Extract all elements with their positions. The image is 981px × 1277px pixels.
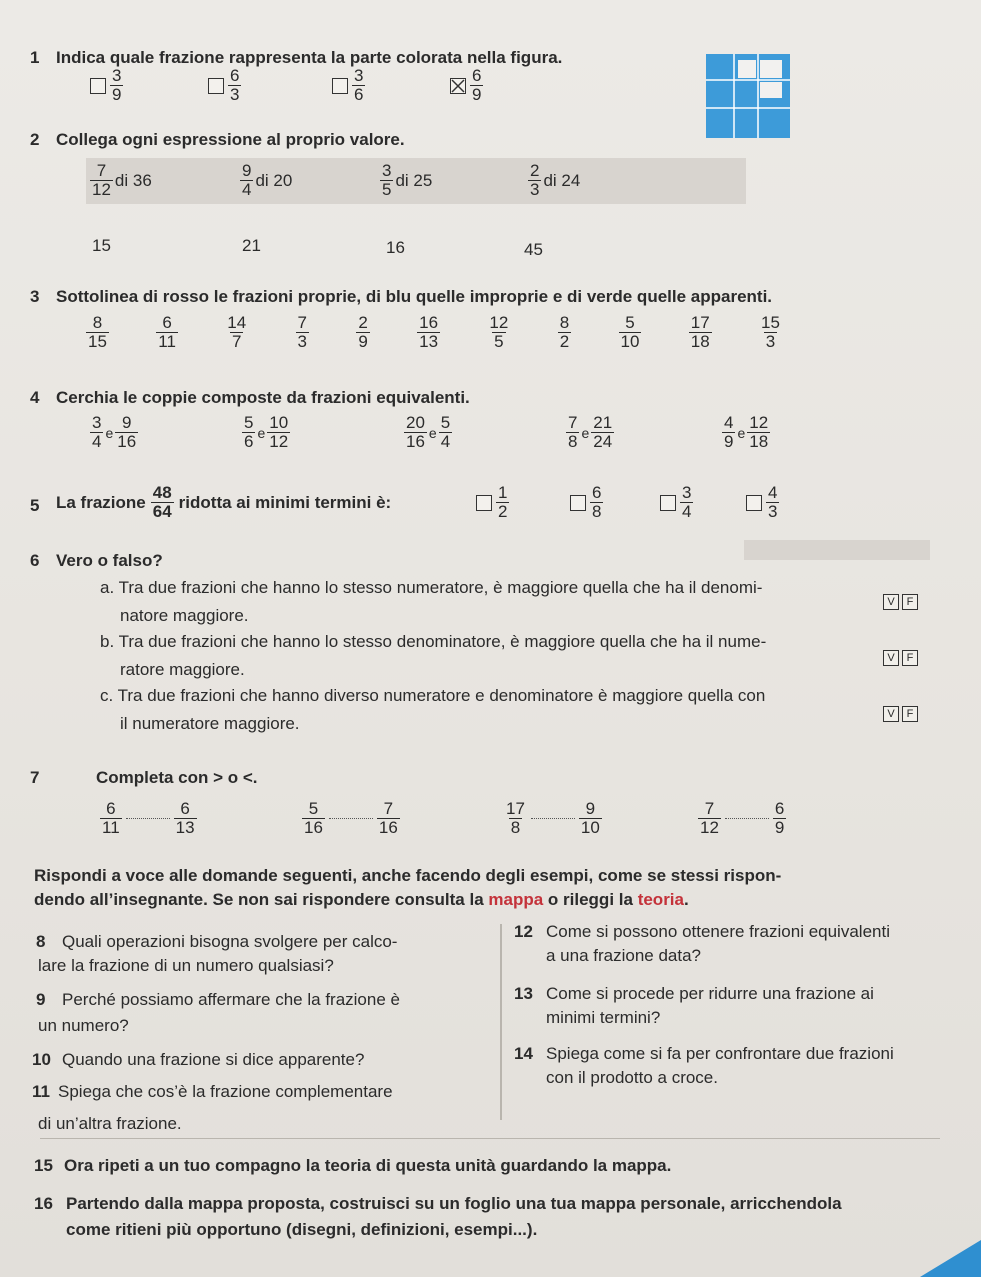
ex5-option-2[interactable]: $\frac{6}{8}$	[570, 484, 603, 521]
checked-checkbox[interactable]	[450, 78, 466, 94]
ex6-item-b-line1: b. Tra due frazioni che hanno lo stesso denominatore, è maggiore quella che ha il nume-	[100, 632, 767, 651]
ex6-item-c-line1: c. Tra due frazioni che hanno diverso numeratore e denominatore è maggiore quella con	[100, 686, 766, 705]
checkbox[interactable]	[746, 495, 762, 511]
ex4-question: Cerchia le coppie composte da frazioni equivalenti.	[56, 388, 470, 407]
answer-blank[interactable]	[531, 818, 575, 819]
ex5-option-1[interactable]: $\frac{1}{2}$	[476, 484, 509, 521]
fraction: $\frac{3}{6}$	[354, 66, 364, 104]
ex2-value-4[interactable]: 45	[524, 240, 543, 259]
ex3-fraction[interactable]: $\frac{2}{9}$	[358, 313, 368, 351]
column-divider	[500, 924, 502, 1120]
answer-blank[interactable]	[329, 818, 373, 819]
true-box[interactable]: V	[883, 706, 899, 722]
q14-line2: con il prodotto a croce.	[546, 1068, 718, 1087]
q9-line2: un numero?	[38, 1016, 129, 1035]
q8-number: 8	[36, 932, 46, 951]
ex1-number: 1	[30, 48, 40, 67]
q9-number: 9	[36, 990, 46, 1009]
q12-line2: a una frazione data?	[546, 946, 702, 965]
fraction: $\frac{6}{3}$	[230, 66, 240, 104]
ex7-pair-4: $\frac{7}{12}$ $\frac{6}{9}$	[700, 799, 785, 837]
ex1-option-2[interactable]	[208, 67, 241, 104]
ex4-pair-5[interactable]: $\frac{4}{9}$ e $\frac{12}{18}$	[724, 413, 769, 451]
ex7-pair-2: $\frac{5}{16}$ $\frac{7}{16}$	[304, 799, 398, 837]
fraction: $\frac{3}{9}$	[112, 66, 122, 104]
ex6-item-b-line2: ratore maggiore.	[120, 660, 245, 679]
ex2-expression-3[interactable]: $\frac{3}{5}$ di 25	[382, 161, 433, 199]
q9-line1: Perché possiamo affermare che la frazione è	[62, 990, 400, 1009]
ex3-fraction-row	[86, 314, 782, 351]
ex16-number: 16	[34, 1194, 53, 1213]
corner-accent	[890, 1232, 981, 1277]
ex4-pair-3[interactable]: $\frac{20}{16}$ e $\frac{5}{4}$	[406, 413, 451, 451]
true-box[interactable]: V	[883, 650, 899, 666]
checkbox[interactable]	[570, 495, 586, 511]
ex5-number: 5	[30, 496, 40, 515]
ex2-value-1[interactable]: 15	[92, 236, 111, 255]
checkbox[interactable]	[332, 78, 348, 94]
ex1-question: Indica quale frazione rappresenta la parte colorata nella figura.	[56, 48, 563, 67]
ex4-pair-2[interactable]: $\frac{5}{6}$ e $\frac{10}{12}$	[244, 413, 289, 451]
ex6-item-a-vf	[880, 594, 918, 610]
ex2-value-2[interactable]: 21	[242, 236, 261, 255]
ex5-option-3[interactable]: $\frac{3}{4}$	[660, 484, 693, 521]
ex4-pair-4[interactable]: $\frac{7}{8}$ e $\frac{21}{24}$	[568, 413, 613, 451]
ex2-number: 2	[30, 130, 40, 149]
ex3-fraction[interactable]: $\frac{16}{13}$	[419, 313, 439, 351]
answer-blank[interactable]	[126, 818, 170, 819]
oral-intro-line2: dendo all’insegnante. Se non sai rispondere consulta la mappa o rileggi la teoria.	[34, 890, 689, 909]
ex3-fraction[interactable]: $\frac{7}{3}$	[297, 313, 307, 351]
false-box[interactable]: F	[902, 706, 918, 722]
q13-number: 13	[514, 984, 533, 1003]
ex7-pair-1: $\frac{6}{11}$ $\frac{6}{13}$	[102, 799, 195, 837]
ex2-expression-2[interactable]: $\frac{9}{4}$ di 20	[242, 161, 293, 199]
ex7-number: 7	[30, 768, 40, 787]
ex2-expression-4[interactable]: $\frac{2}{3}$ di 24	[530, 161, 581, 199]
checkbox[interactable]	[660, 495, 676, 511]
teoria-link[interactable]: teoria	[637, 890, 684, 909]
ex3-fraction[interactable]: $\frac{17}{18}$	[690, 313, 710, 351]
ex6-item-c-line2: il numeratore maggiore.	[120, 714, 300, 733]
q8-line1: Quali operazioni bisogna svolgere per calco-	[62, 932, 398, 951]
q10-line1: Quando una frazione si dice apparente?	[62, 1050, 365, 1069]
ex15-number: 15	[34, 1156, 53, 1175]
ex3-number: 3	[30, 287, 40, 306]
q13-line2: minimi termini?	[546, 1008, 661, 1027]
q14-line1: Spiega come si fa per confrontare due frazioni	[546, 1044, 894, 1063]
ex6-question: Vero o falso?	[56, 551, 163, 570]
ex4-number: 4	[30, 388, 40, 407]
ex3-fraction[interactable]: $\frac{8}{15}$	[88, 313, 107, 351]
q12-line1: Come si possono ottenere frazioni equivalenti	[546, 922, 890, 941]
ex3-fraction[interactable]: $\frac{8}{2}$	[559, 313, 570, 351]
ex16-line2: come ritieni più opportuno (disegni, definizioni, esempi...).	[66, 1220, 538, 1239]
ex16-line1: Partendo dalla mappa proposta, costruisci su un foglio una tua mappa personale, arricchendola	[66, 1194, 842, 1213]
q11-line2: di un’altra frazione.	[38, 1114, 182, 1133]
q14-number: 14	[514, 1044, 533, 1063]
ex1-option-3[interactable]	[332, 67, 365, 104]
mappa-link[interactable]: mappa	[488, 890, 544, 909]
ex1-option-1[interactable]	[90, 67, 123, 104]
ex7-pair-3: $\frac{17}{8}$ $\frac{9}{10}$	[506, 799, 600, 837]
ex6-item-a-line1: a. Tra due frazioni che hanno lo stesso numeratore, è maggiore quella che ha il denomi-	[100, 578, 763, 597]
check-mark-icon	[451, 79, 465, 93]
ex6-number: 6	[30, 551, 40, 570]
q13-line1: Come si procede per ridurre una frazione ai	[546, 984, 874, 1003]
ex5-question: La frazione $\frac{48}{64}$ ridotta ai minimi termini è:	[56, 483, 392, 521]
ex5-option-4[interactable]: $\frac{4}{3}$	[746, 484, 779, 521]
ex3-fraction[interactable]: $\frac{14}{7}$	[227, 313, 247, 351]
checkbox[interactable]	[208, 78, 224, 94]
ex4-pair-1[interactable]: $\frac{3}{4}$ e $\frac{9}{16}$	[92, 413, 137, 451]
q11-number: 11	[32, 1082, 50, 1101]
ex2-question: Collega ogni espressione al proprio valore.	[56, 130, 405, 149]
q12-number: 12	[514, 922, 533, 941]
ex1-option-4[interactable]	[450, 67, 483, 104]
ex3-fraction[interactable]: $\frac{12}{5}$	[489, 313, 509, 351]
false-box[interactable]: F	[902, 594, 918, 610]
ex2-expression-1[interactable]: $\frac{7}{12}$ di 36	[92, 161, 152, 199]
q8-line2: lare la frazione di un numero qualsiasi?	[38, 956, 334, 975]
section-separator	[40, 1138, 940, 1139]
ex15-text: Ora ripeti a un tuo compagno la teoria di questa unità guardando la mappa.	[64, 1156, 672, 1175]
ex6-item-a-line2: natore maggiore.	[120, 606, 249, 625]
true-box[interactable]: V	[883, 594, 899, 610]
checkbox[interactable]	[476, 495, 492, 511]
ex3-fraction[interactable]: $\frac{6}{11}$	[158, 313, 176, 351]
ex3-fraction[interactable]: $\frac{15}{3}$	[761, 313, 780, 351]
ex7-question: Completa con > o <.	[96, 768, 258, 787]
ex6-item-b-vf	[880, 650, 918, 666]
ex6-header-band	[744, 540, 930, 560]
ex3-question: Sottolinea di rosso le frazioni proprie, di blu quelle improprie e di verde quelle apparenti.	[56, 287, 773, 306]
colored-square-figure	[706, 54, 790, 138]
ex3-fraction[interactable]: $\frac{5}{10}$	[620, 313, 640, 351]
oral-intro-line1: Rispondi a voce alle domande seguenti, anche facendo degli esempi, come se stessi rispon-	[34, 866, 782, 885]
ex2-value-3[interactable]: 16	[386, 238, 405, 257]
ex6-item-c-vf	[880, 706, 918, 722]
answer-blank[interactable]	[725, 818, 769, 819]
q11-line1: Spiega che cos’è la frazione complementare	[58, 1082, 393, 1101]
checkbox[interactable]	[90, 78, 106, 94]
q10-number: 10	[32, 1050, 51, 1069]
false-box[interactable]: F	[902, 650, 918, 666]
fraction: $\frac{6}{9}$	[472, 66, 482, 104]
